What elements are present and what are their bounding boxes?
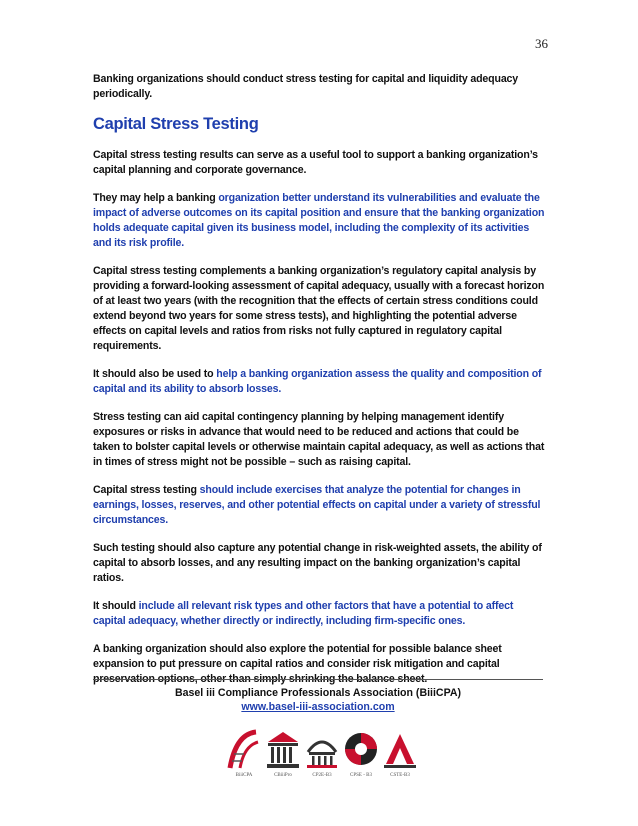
paragraph-5: Stress testing can aid capital contingency planning by helping management identify exposures or risks in advance that would need to be reduced and actions that could be taken to bolster capital levels or otherwise maintain capital adequacy, as well as actions that in times of stress might not be possible – such as raising capital. [93, 411, 545, 468]
paragraph-7: Such testing should also capture any potential change in risk-weighted assets, the ability of capital to absorb losses, and any resulting impact on the banking organization’s capital ratios. [93, 542, 542, 584]
paragraph-4-lead: It should also be used to [93, 368, 217, 380]
columns-building-icon [265, 728, 301, 770]
shield-emblem-icon [343, 728, 379, 770]
footer [93, 686, 543, 714]
paragraph-9: A banking organization should also explore the potential for possible balance sheet expansion to put pressure on capital ratios and consider risk mitigation and capital preservation options, other than simply shrinking the balance sheet. [93, 643, 502, 685]
triangle-mark-icon [382, 728, 418, 770]
paragraph-8-lead: It should [93, 600, 139, 612]
logo-caption-5: CSTE-B3 [390, 773, 410, 778]
logo-caption-3: CP2E-B3 [312, 773, 332, 778]
logo-cbiiipro [265, 728, 301, 778]
paragraph-8-highlight: include all relevant risk types and other factors that have a potential to affect capital adequacy, whether directly or indirectly, including firm-specific ones. [93, 600, 514, 627]
paragraph-6-lead: Capital stress testing [93, 484, 200, 496]
footer-divider [93, 679, 543, 680]
paragraph-2-highlight: organization better understand its vulnerabilities and evaluate the impact of adverse outcomes on its capital position and ensure that the banking organization holds adequate capital given its business model, including the complexity of its activities and its risk profile. [93, 192, 545, 249]
certification-logos [226, 728, 426, 778]
footer-website-link[interactable]: www.basel-iii-association.com [241, 701, 395, 713]
paragraph-3: Capital stress testing complements a banking organization’s regulatory capital analysis by providing a forward-looking assessment of capital adequacy, usually with a forecast horizon of at least two years (with the recognition that the effects of certain stress conditions could extend beyond two years for some stress tests), and highlighting the potential adverse effects on capital levels and ratios from risks not fully captured in regulatory capital requirements. [93, 265, 545, 352]
logo-caption-2: CBiiiPro [274, 773, 292, 778]
page-number: 36 [535, 36, 548, 51]
paragraph-2 [93, 191, 548, 251]
logo-caption-4: CPSE - B3 [350, 773, 372, 778]
footer-org-name: Basel iii Compliance Professionals Association (BiiiCPA) [174, 687, 462, 699]
paragraph-1: Capital stress testing results can serve as a useful tool to support a banking organization’s capital planning and corporate governance. [93, 149, 538, 176]
paragraph-6 [93, 483, 548, 528]
paragraph-8 [93, 599, 548, 629]
section-heading: Capital Stress Testing [93, 115, 259, 133]
paragraph-4 [93, 367, 548, 397]
paragraph-4-highlight: help a banking organization assess the quality and composition of capital and its ability to absorb losses. [93, 368, 542, 395]
logo-cpse-b3 [343, 728, 379, 778]
paragraph-2-lead: They may help a banking [93, 192, 219, 204]
bridge-icon [226, 728, 262, 770]
logo-caption-1: BiiiCPA [235, 773, 253, 778]
paragraph-6-highlight: should include exercises that analyze the potential for changes in earnings, losses, reserves, and other potential effects on capital under a variety of stressful circumstances. [93, 484, 541, 526]
logo-cste-b3 [382, 728, 418, 778]
document-body [93, 72, 548, 700]
logo-biiicpa [226, 728, 262, 778]
logo-cp2e-b3 [304, 728, 340, 778]
intro-paragraph: Banking organizations should conduct stress testing for capital and liquidity adequacy periodically. [93, 73, 519, 100]
domed-building-icon [304, 728, 340, 770]
